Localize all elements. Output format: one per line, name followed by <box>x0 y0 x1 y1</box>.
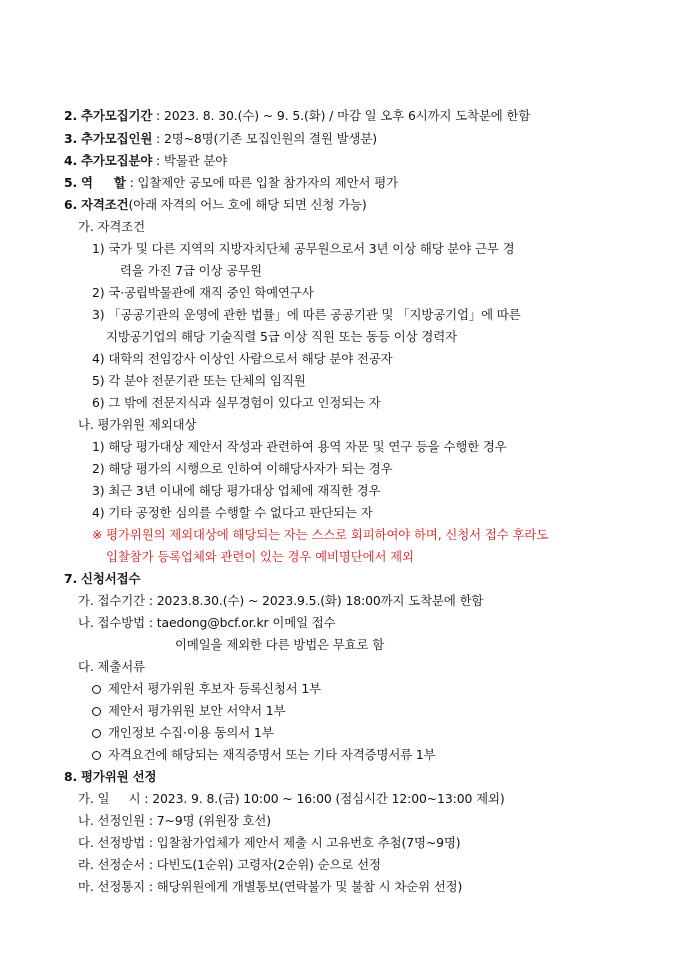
section-6: 6. 자격조건(아래 자격의 어느 호에 해당 되면 신청 가능) <box>64 197 367 212</box>
documents-title: 다. 제출서류 <box>78 659 146 674</box>
section-label: 자격조건 <box>80 197 129 212</box>
exclusion-note: ※ 평가위원의 제외대상에 해당되는 자는 스스로 회피하여야 하며, 신청서 접수 후라도 <box>92 527 549 542</box>
list-item: 2) 해당 평가의 시행으로 인하여 이해당사자가 되는 경우 <box>92 461 393 476</box>
section-label: 평가위원 선정 <box>80 769 157 784</box>
receipt-method: 나. 접수방법 : taedong@bcf.or.kr 이메일 접수 <box>78 615 336 630</box>
subsection-title: 가. 자격조건 <box>78 219 146 234</box>
list-item: 1) 국가 및 다른 지역의 지방자치단체 공무원으로서 3년 이상 해당 분야 근무 경 <box>92 241 515 256</box>
section-8: 8. 평가위원 선정 <box>64 769 157 784</box>
selection-item: 라. 선정순서 : 다빈도(1순위) 고령자(2순위) 순으로 선정 <box>78 857 381 872</box>
section-3: 3. 추가모집인원 : 2명~8명(기존 모집인원의 결원 발생분) <box>64 131 377 146</box>
list-item: 지방공기업의 해당 기술직렬 5급 이상 직원 또는 동등 이상 경력자 <box>106 329 457 344</box>
list-item: 1) 해당 평가대상 제안서 작성과 관련하여 용역 자문 및 연구 등을 수행한 경우 <box>92 439 507 454</box>
section-4: 4. 추가모집분야 : 박물관 분야 <box>64 153 228 168</box>
list-item: 4) 대학의 전임강사 이상인 사람으로서 해당 분야 전공자 <box>92 351 393 366</box>
circle-bullet-icon <box>92 685 101 694</box>
selection-item: 가. 일 시 : 2023. 9. 8.(금) 10:00 ~ 16:00 (점심시간 12:00~13:00 제외) <box>78 791 505 806</box>
selection-item: 다. 선정방법 : 입찰참가업체가 제안서 제출 시 고유번호 추첨(7명~9명) <box>78 835 461 850</box>
subsection-title: 나. 평가위원 제외대상 <box>78 417 197 432</box>
list-item: 3) 최근 3년 이내에 해당 평가대상 업체에 재직한 경우 <box>92 483 381 498</box>
receipt-period: 가. 접수기간 : 2023.8.30.(수) ~ 2023.9.5.(화) 18:00까지 도착분에 한함 <box>78 593 484 608</box>
circle-bullet-icon <box>92 729 101 738</box>
exclusion-note: 입찰참가 등록업체와 관련이 있는 경우 예비명단에서 제외 <box>106 549 414 564</box>
list-item: 력을 가진 7급 이상 공무원 <box>120 263 262 278</box>
section-label: 신청서접수 <box>80 571 141 586</box>
list-item: 4) 기타 공정한 심의를 수행할 수 없다고 판단되는 자 <box>92 505 373 520</box>
document-item: 자격요건에 해당되는 재직증명서 또는 기타 자격증명서류 1부 <box>92 746 436 764</box>
selection-item: 나. 선정인원 : 7~9명 (위원장 호선) <box>78 813 271 828</box>
list-item: 3) 「공공기관의 운영에 관한 법률」에 따른 공공기관 및 「지방공기업」에 따른 <box>92 307 521 322</box>
section-label: 추가모집분야 <box>80 153 153 168</box>
list-item: 6) 그 밖에 전문지식과 실무경험이 있다고 인정되는 자 <box>92 395 381 410</box>
receipt-method-note: 이메일을 제외한 다른 방법은 무효로 함 <box>175 637 385 652</box>
section-2: 2. 추가모집기간 : 2023. 8. 30.(수) ~ 9. 5.(화) / 마감 일 오후 6시까지 도착분에 한함 <box>64 108 531 123</box>
document-item: 개인정보 수집·이용 동의서 1부 <box>92 724 274 742</box>
circle-bullet-icon <box>92 707 101 716</box>
section-7: 7. 신청서접수 <box>64 571 141 586</box>
document-item: 제안서 평가위원 후보자 등록신청서 1부 <box>92 680 321 698</box>
list-item: 5) 각 분야 전문기관 또는 단체의 임직원 <box>92 373 306 388</box>
section-label: 추가모집기간 <box>80 108 153 123</box>
section-5: 5. 역 할 : 입찰제안 공모에 따른 입찰 참가자의 제안서 평가 <box>64 175 398 190</box>
list-item: 2) 국·공립박물관에 재직 중인 학예연구사 <box>92 285 314 300</box>
circle-bullet-icon <box>92 751 101 760</box>
selection-item: 마. 선정통지 : 해당위원에게 개별통보(연락불가 및 불참 시 차순위 선정) <box>78 879 463 894</box>
document-item: 제안서 평가위원 보안 서약서 1부 <box>92 702 285 720</box>
section-label: 역 할 <box>80 175 126 190</box>
section-label: 추가모집인원 <box>80 131 153 146</box>
